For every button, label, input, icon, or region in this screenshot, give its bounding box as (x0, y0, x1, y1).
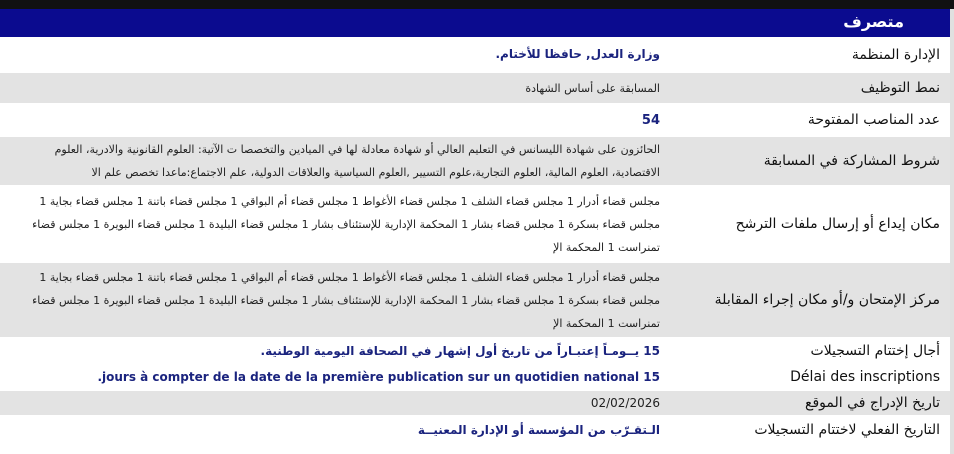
row-registration-deadline-ar (0, 338, 950, 364)
section-title: متصرف (843, 12, 904, 31)
label-organizing-administration: الإدارة المنظمة (668, 38, 950, 72)
value-participation-conditions: الحائزون على شهادة الليسانس في التعليم العالي أو شهادة معادلة لها في الميادين والتخصصا ت الآتية: العلوم القانونية والادرية، العلوم الاقتصادية، العلوم المالية، العلوم التجارية،علوم التسيير ,العلوم السياسية والعلاقات الدولية، علم الاجتماع:ماعدا تخصص علم الا (0, 136, 668, 186)
value-registration-deadline-fr: 15 jours à compter de la date de la première publication sur un quotidien national. (0, 364, 668, 390)
row-participation-conditions (0, 136, 950, 186)
label-recruitment-mode: نمط التوظيف (668, 72, 950, 104)
row-recruitment-mode (0, 72, 950, 104)
value-actual-closing-date: الـتقـرّب من المؤسسة أو الإدارة المعنيــة (0, 416, 668, 444)
row-registration-deadline-fr (0, 364, 950, 390)
label-registration-deadline-fr: Délai des inscriptions (668, 364, 950, 390)
section-header (0, 9, 950, 37)
row-open-positions (0, 104, 950, 136)
value-registration-deadline-ar: 15 يــومـاً إعتبـاراً من تاريخ أول إشهار في الصحافة اليومية الوطنية. (0, 338, 668, 364)
row-organizing-administration (0, 38, 950, 72)
row-posting-date (0, 390, 950, 416)
label-actual-closing-date: التاريخ الفعلي لاختتام التسجيلات (668, 416, 950, 444)
top-window-bar (0, 0, 954, 9)
label-posting-date: تاريخ الإدراج في الموقع (668, 390, 950, 416)
scroll-edge (950, 9, 954, 454)
label-file-submission-place: مكان إيداع أو إرسال ملفات الترشح (668, 186, 950, 262)
label-open-positions: عدد المناصب المفتوحة (668, 104, 950, 136)
row-file-submission-place (0, 186, 950, 262)
row-actual-closing-date (0, 416, 950, 444)
value-exam-center: مجلس قضاء أدرار 1 مجلس قضاء الشلف 1 مجلس قضاء الأغواط 1 مجلس قضاء أم البواقي 1 مجلس قضاء باتنة 1 مجلس قضاء بجاية 1 مجلس قضاء بسكرة 1 مجلس قضاء بشار 1 المحكمة الإدارية للإستئناف بشار 1 مجلس قضاء البليدة 1 مجلس قضاء البويرة 1 مجلس قضاء تمنراست 1 المحكمة الإ (0, 262, 668, 338)
label-exam-center: مركز الإمتحان و/أو مكان إجراء المقابلة (668, 262, 950, 338)
job-details-table (0, 38, 950, 445)
value-posting-date: 02/02/2026 (0, 390, 668, 416)
value-open-positions: 54 (0, 104, 668, 136)
label-participation-conditions: شروط المشاركة في المسابقة (668, 136, 950, 186)
value-organizing-administration: وزارة العدل, حافظا للأختام. (0, 38, 668, 72)
label-registration-deadline-ar: أجال إختتام التسجيلات (668, 338, 950, 364)
value-recruitment-mode: المسابقة على أساس الشهادة (0, 72, 668, 104)
value-file-submission-place: مجلس قضاء أدرار 1 مجلس قضاء الشلف 1 مجلس قضاء الأغواط 1 مجلس قضاء أم البواقي 1 مجلس قضاء باتنة 1 مجلس قضاء بجاية 1 مجلس قضاء بسكرة 1 مجلس قضاء بشار 1 المحكمة الإدارية للإستئناف بشار 1 مجلس قضاء البليدة 1 مجلس قضاء البويرة 1 مجلس قضاء تمنراست 1 المحكمة الإ (0, 186, 668, 262)
row-exam-center (0, 262, 950, 338)
